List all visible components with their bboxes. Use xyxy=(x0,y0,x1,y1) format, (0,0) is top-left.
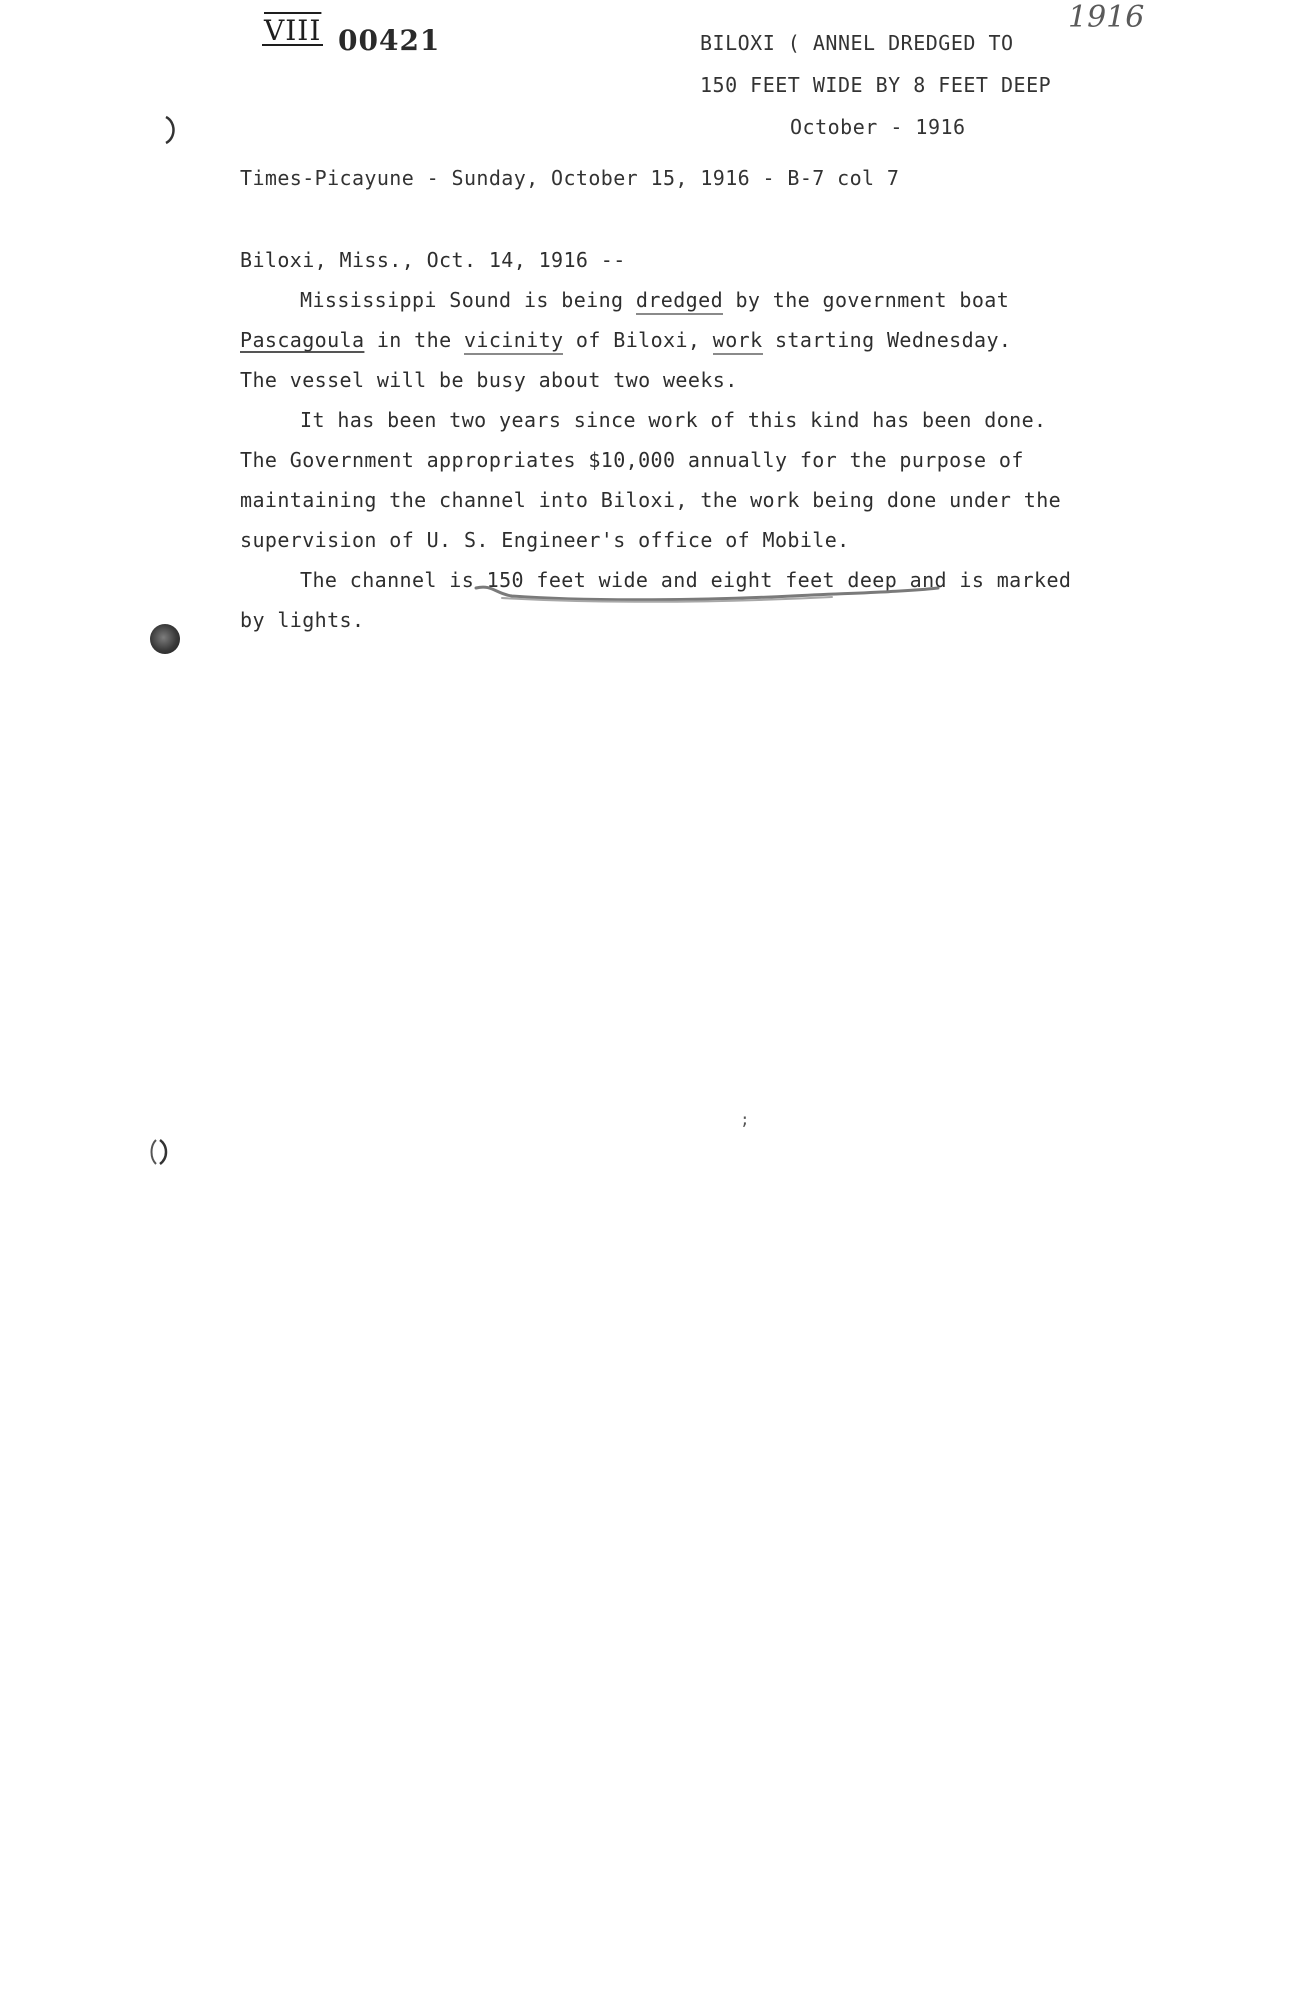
paragraph-2-line-2: The Government appropriates $10,000 annually for the purpose of xyxy=(240,448,1024,472)
text-span: by the government boat xyxy=(723,288,1010,312)
document-number: 00421 xyxy=(338,24,441,57)
handwritten-year-note: 1916 xyxy=(1068,0,1145,35)
headline-date: October - 1916 xyxy=(790,115,966,139)
text-span: of Biloxi, xyxy=(563,328,713,352)
dateline: Biloxi, Miss., Oct. 14, 1916 -- xyxy=(240,248,626,272)
roman-numeral: VIII xyxy=(264,14,322,47)
underlined-vessel-name: Pascagoula xyxy=(240,328,365,352)
binder-hole-bottom-icon xyxy=(148,1136,170,1168)
paragraph-1-line-3: The vessel will be busy about two weeks. xyxy=(240,368,738,392)
underlined-word-dredged: dredged xyxy=(636,288,723,315)
text-span: The channel is xyxy=(300,568,487,592)
paragraph-2-line-4: supervision of U. S. Engineer's office of Mobile. xyxy=(240,528,850,552)
text-span: starting Wednesday. xyxy=(762,328,1012,352)
text-span: and is marked xyxy=(897,568,1072,592)
paragraph-1-line-2 xyxy=(240,320,1120,360)
paragraph-1-line-1 xyxy=(240,280,1120,320)
paragraph-2-line-1: It has been two years since work of this kind has been done. xyxy=(300,408,1047,432)
text-span: Mississippi Sound is being xyxy=(300,288,636,312)
handdrawn-squiggle-underline-icon xyxy=(472,582,942,606)
underlined-word-vicinity: vicinity xyxy=(464,328,564,355)
highlighted-channel-dimensions: 150 feet wide and eight feet deep xyxy=(486,568,898,592)
headline-line-1: BILOXI ( ANNEL DREDGED TO xyxy=(700,31,1014,55)
headline xyxy=(700,22,1180,148)
underlined-word-work: work xyxy=(713,328,763,355)
stray-mark: ; xyxy=(740,1110,750,1129)
text-span: in the xyxy=(364,328,464,352)
headline-line-2: 150 FEET WIDE BY 8 FEET DEEP xyxy=(700,73,1052,97)
source-citation: Times-Picayune - Sunday, October 15, 1916 - B-7 col 7 xyxy=(240,166,900,190)
article-body xyxy=(240,240,1120,640)
binder-hole-top-icon xyxy=(160,114,182,146)
binder-hole-middle-icon xyxy=(150,624,180,654)
paragraph-3-line-2: by lights. xyxy=(240,608,365,632)
paragraph-2-line-3: maintaining the channel into Biloxi, the work being done under the xyxy=(240,488,1062,512)
